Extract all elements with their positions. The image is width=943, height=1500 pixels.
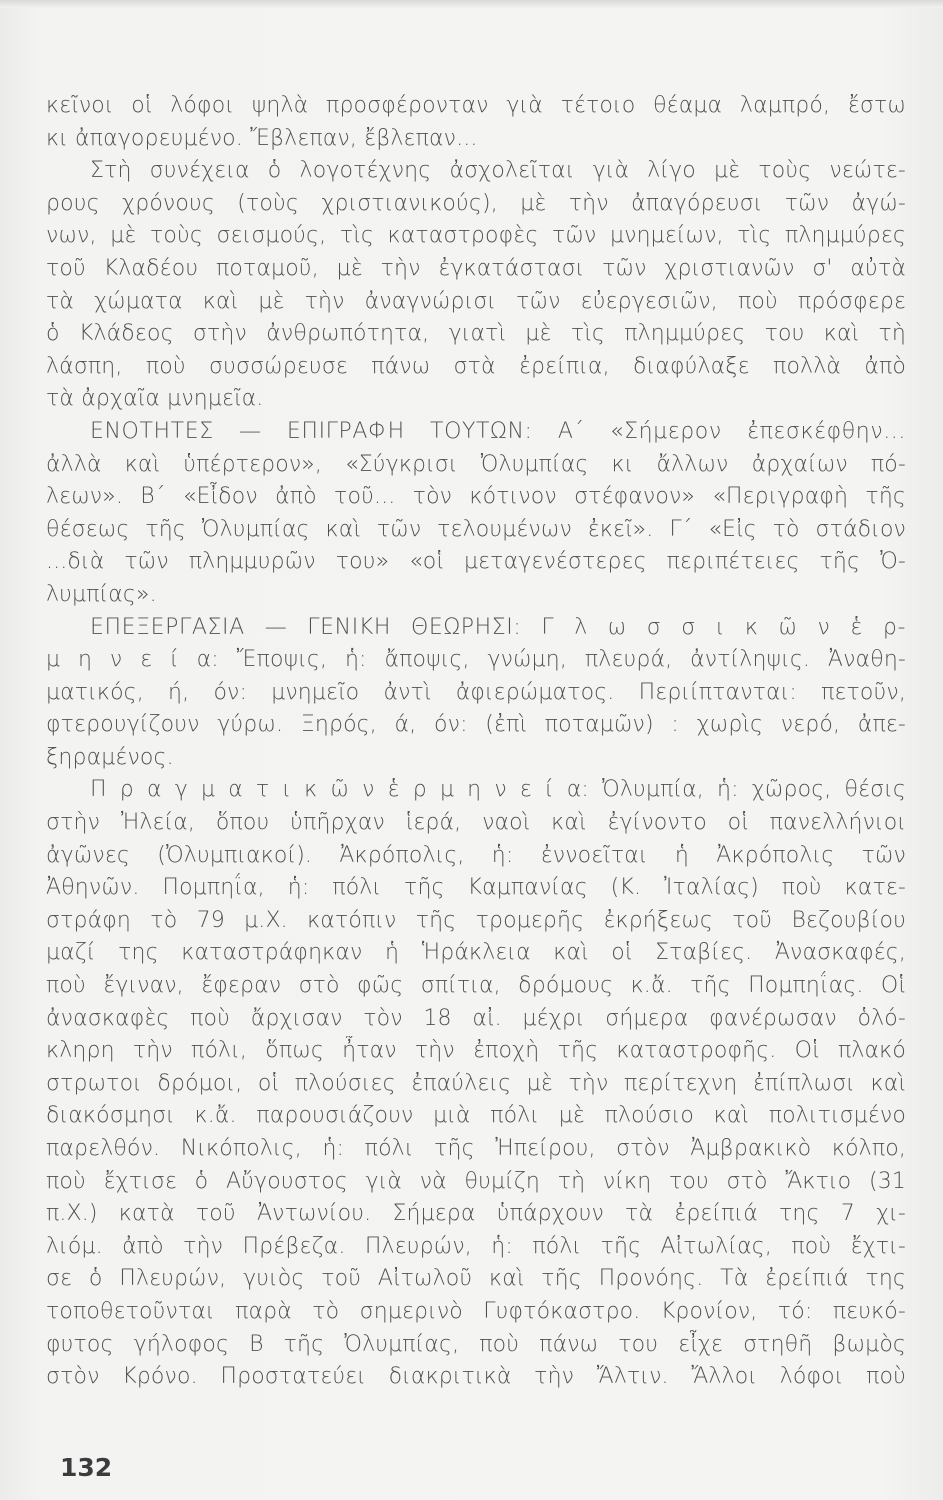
section-heading-enotites: ΕΝΟΤΗΤΕΣ — ΕΠΙΓΡΑΦΗ ΤΟΥΤΩΝ: Α΄ «Σήμερον ἐπεσκέφθην... xyxy=(90,418,906,444)
text-line: τὰ χώματα καὶ μὲ τὴν ἀναγνώρισι τῶν εὐεργεσιῶν, ποὺ πρόσφερε xyxy=(46,288,906,314)
text-line: ὁ Κλάδεος στὴν ἀνθρωπότητα, γιατὶ μὲ τὶς πλημμύρες του καὶ τὴ xyxy=(46,321,906,347)
text-line: μ η ν ε ί α: Ἔποψις, ἡ: ἄποψις, γνώμη, πλευρά, ἀντίληψις. Ἀναθη- xyxy=(46,647,906,673)
text-line: ἀνασκαφὲς ποὺ ἄρχισαν τὸν 18 αἰ. μέχρι σήμερα φανέρωσαν ὁλό- xyxy=(46,1005,906,1031)
text-line: σε ὁ Πλευρών, γυιὸς τοῦ Αἰτωλοῦ καὶ τῆς Προνόης. Τὰ ἐρείπιά της xyxy=(46,1266,906,1292)
text-line: φυτος γήλοφος Β τῆς Ὀλυμπίας, ποὺ πάνω του εἶχε στηθῆ βωμὸς xyxy=(46,1331,906,1357)
text-line: τοποθετοῦνται παρὰ τὸ σημερινὸ Γυφτόκαστρο. Κρονίον, τό: πευκό- xyxy=(46,1298,906,1324)
text-line: στὸν Κρόνο. Προστατεύει διακριτικὰ τὴν Ἄλτιν. Ἄλλοι λόφοι ποὺ xyxy=(46,1364,906,1390)
text-line: ...διὰ τῶν πλημμυρῶν του» «οἱ μεταγενέστερες περιπέτειες τῆς Ὀ- xyxy=(46,549,906,575)
text-line: νων, μὲ τοὺς σεισμούς, τὶς καταστροφὲς τῶν μνημείων, τὶς πλημμύρες xyxy=(46,223,906,249)
text-line: κληρη τὴν πόλι, ὅπως ἦταν τὴν ἐποχὴ τῆς καταστροφῆς. Οἱ πλακό xyxy=(46,1038,906,1064)
text-line: παρελθόν. Νικόπολις, ἡ: πόλι τῆς Ἠπείρου, στὸν Ἀμβρακικὸ κόλπο, xyxy=(46,1136,906,1161)
text-line: ματικός, ή, όν: μνημεῖο ἀντὶ ἀφιερώματος. Περιίπτανται: πετοῦν, xyxy=(46,679,906,705)
text-line: λυμπίας». xyxy=(46,581,157,607)
text-line: μαζί της καταστράφηκαν ἡ Ἡράκλεια καὶ οἱ Σταβίες. Ἀνασκαφές, xyxy=(46,940,906,966)
text-line: ἀλλὰ καὶ ὑπέρτερον», «Σύγκρισι Ὀλυμπίας κι ἄλλων ἀρχαίων πό- xyxy=(46,451,906,477)
text-line: στρωτοι δρόμοι, οἱ πλούσιες ἐπαύλεις μὲ τὴν περίτεχνη ἐπίπλωσι καὶ xyxy=(46,1070,906,1096)
text-line: Στὴ συνέχεια ὁ λογοτέχνης ἀσχολεῖται γιὰ λίγο μὲ τοὺς νεώτε- xyxy=(90,158,906,184)
text-line: φτερουγίζουν γύρω. Ξηρός, ά, όν: (ἐπὶ ποταμῶν) : χωρὶς νερό, ἀπε- xyxy=(46,712,906,738)
text-line: π.Χ.) κατὰ τοῦ Ἀντωνίου. Σήμερα ὑπάρχουν τὰ ἐρείπιά της 7 χι- xyxy=(46,1201,906,1227)
text-line: ποὺ ἔχτισε ὁ Αὔγουστος γιὰ νὰ θυμίζη τὴ νίκη του στὸ Ἄκτιο (31 xyxy=(46,1168,906,1194)
text-line: λάσπη, ποὺ συσσώρευσε πάνω στὰ ἐρείπια, διαφύλαξε πολλὰ ἀπὸ xyxy=(46,353,906,379)
text-line: λιόμ. ἀπὸ τὴν Πρέβεζα. Πλευρών, ἡ: πόλι τῆς Αἰτωλίας, ποὺ ἔχτι- xyxy=(46,1233,906,1259)
text-line: ξηραμένος. xyxy=(46,744,174,770)
text-line: στὴν Ἠλεία, ὅπου ὑπῆρχαν ἱερά, ναοὶ καὶ ἐγίνοντο οἱ πανελλήνιοι xyxy=(46,810,906,836)
page-top-edge xyxy=(0,0,943,8)
text-line: θέσεως τῆς Ὀλυμπίας καὶ τῶν τελουμένων ἐκεῖ». Γ΄ «Εἰς τὸ στάδιον xyxy=(46,516,906,542)
text-line: κεῖνοι οἱ λόφοι ψηλὰ προσφέρονταν γιὰ τέτοιο θέαμα λαμπρό, ἔστω xyxy=(46,93,906,118)
text-line: ποὺ ἔγιναν, ἔφεραν στὸ φῶς σπίτια, δρόμους κ.ἄ. τῆς Πομπηΐας. Οἱ xyxy=(46,973,906,999)
text-line: λεων». Β΄ «Εἶδον ἀπὸ τοῦ... τὸν κότινον στέφανον» «Περιγραφὴ τῆς xyxy=(46,484,906,510)
text-line: τὰ ἀρχαῖα μνημεῖα. xyxy=(46,386,264,412)
page-number: 132 xyxy=(60,1453,113,1482)
text-line: Ἀθηνῶν. Πομπηΐα, ἡ: πόλι τῆς Καμπανίας (Κ. Ἰταλίας) ποὺ κατε- xyxy=(46,875,906,901)
text-line: διακόσμησι κ.ἄ. παρουσιάζουν μιὰ πόλι μὲ πλούσιο καὶ πολιτισμένο xyxy=(46,1103,906,1129)
text-line: κι ἀπαγορευμένο. Ἔβλεπαν, ἔβλεπαν... xyxy=(46,125,478,151)
section-heading-epexergasia: ΕΠΕΞΕΡΓΑΣΙΑ — ΓΕΝΙΚΗ ΘΕΩΡΗΣΙ: Γ λ ω σ σ ι κ ῶ ν ἑ ρ- xyxy=(90,614,906,640)
text-line: ρους χρόνους (τοὺς χριστιανικούς), μὲ τὴν ἀπαγόρευσι τῶν ἀγώ- xyxy=(46,190,906,216)
text-line: στράφη τὸ 79 μ.Χ. κατόπιν τῆς τρομερῆς ἐκρήξεως τοῦ Βεζουβίου xyxy=(46,907,906,933)
text-line: τοῦ Κλαδέου ποταμοῦ, μὲ τὴν ἐγκατάστασι τῶν χριστιανῶν σ' αὐτὰ xyxy=(46,255,906,281)
subsection-pragmatikon: Π ρ α γ μ α τ ι κ ῶ ν ἑ ρ μ η ν ε ί α: Ὀλυμπία, ἡ: χῶρος, θέσις xyxy=(90,777,906,803)
body-text xyxy=(46,90,906,1394)
text-line: ἀγῶνες (Ὀλυμπιακοί). Ἀκρόπολις, ἡ: ἐννοεῖται ἡ Ἀκρόπολις τῶν xyxy=(46,842,906,868)
